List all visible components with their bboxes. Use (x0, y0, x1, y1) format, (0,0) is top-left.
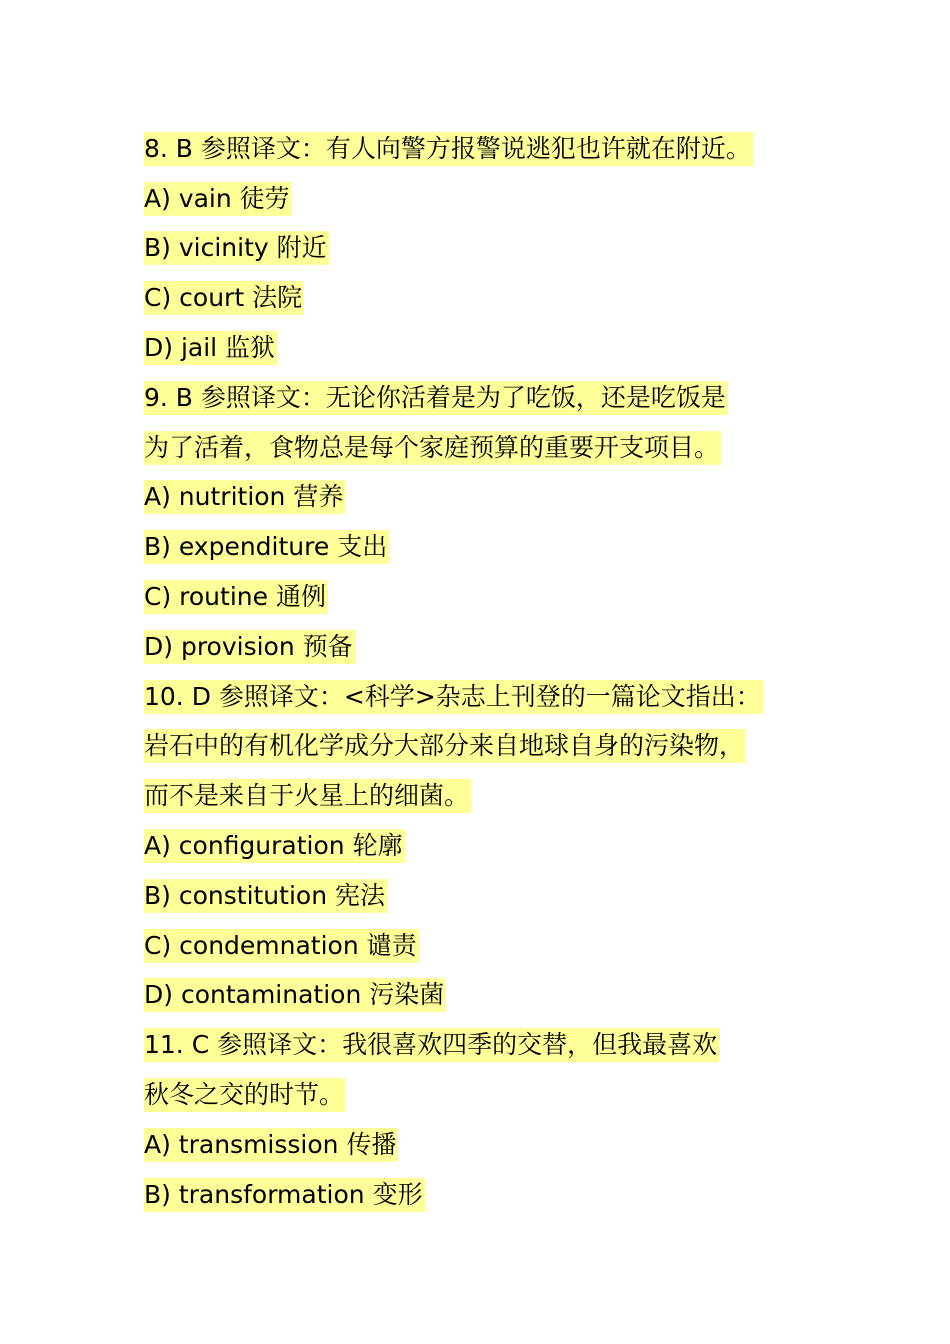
document-line (144, 722, 844, 772)
option-b: B) expenditure 支出 (144, 530, 389, 564)
document-line (144, 423, 844, 473)
document-body (144, 124, 844, 1220)
answer-11-heading-cont: 秋冬之交的时节。 (144, 1078, 346, 1112)
answer-10-heading-cont: 岩石中的有机化学成分大部分来自地球自身的污染物， (144, 729, 746, 763)
option-b: B) transformation 变形 (144, 1178, 425, 1212)
option-b: B) constitution 宪法 (144, 879, 387, 913)
option-a: A) nutrition 营养 (144, 480, 345, 514)
document-line (144, 1020, 844, 1070)
option-a: A) transmission 传播 (144, 1128, 398, 1162)
document-line (144, 473, 844, 523)
document-line (144, 124, 844, 174)
answer-11-heading: 11. C 参照译文：我很喜欢四季的交替，但我最喜欢 (144, 1028, 719, 1062)
option-a: A) vain 徒劳 (144, 182, 292, 216)
option-c: C) condemnation 谴责 (144, 929, 419, 963)
document-line (144, 572, 844, 622)
answer-10-heading: 10. D 参照译文：<科学>杂志上刊登的一篇论文指出： (144, 680, 763, 714)
document-line (144, 1170, 844, 1220)
document-line (144, 323, 844, 373)
option-b: B) vicinity 附近 (144, 231, 329, 265)
answer-9-heading: 9. B 参照译文：无论你活着是为了吃饭，还是吃饭是 (144, 381, 728, 415)
document-line (144, 1070, 844, 1120)
option-a: A) configuration 轮廓 (144, 829, 405, 863)
answer-10-heading-cont: 而不是来自于火星上的细菌。 (144, 779, 471, 813)
document-line (144, 771, 844, 821)
option-c: C) routine 通例 (144, 580, 328, 614)
option-d: D) contamination 污染菌 (144, 978, 446, 1012)
document-line (144, 273, 844, 323)
document-line (144, 224, 844, 274)
document-line (144, 871, 844, 921)
option-d: D) provision 预备 (144, 630, 355, 664)
document-line (144, 672, 844, 722)
document-line (144, 373, 844, 423)
answer-8-heading: 8. B 参照译文：有人向警方报警说逃犯也许就在附近。 (144, 132, 753, 166)
document-line (144, 821, 844, 871)
answer-9-heading-cont: 为了活着，食物总是每个家庭预算的重要开支项目。 (144, 431, 721, 465)
document-line (144, 1120, 844, 1170)
document-line (144, 174, 844, 224)
option-c: C) court 法院 (144, 281, 304, 315)
document-line (144, 921, 844, 971)
option-d: D) jail 监狱 (144, 331, 277, 365)
document-line (144, 622, 844, 672)
document-line (144, 971, 844, 1021)
document-line (144, 522, 844, 572)
